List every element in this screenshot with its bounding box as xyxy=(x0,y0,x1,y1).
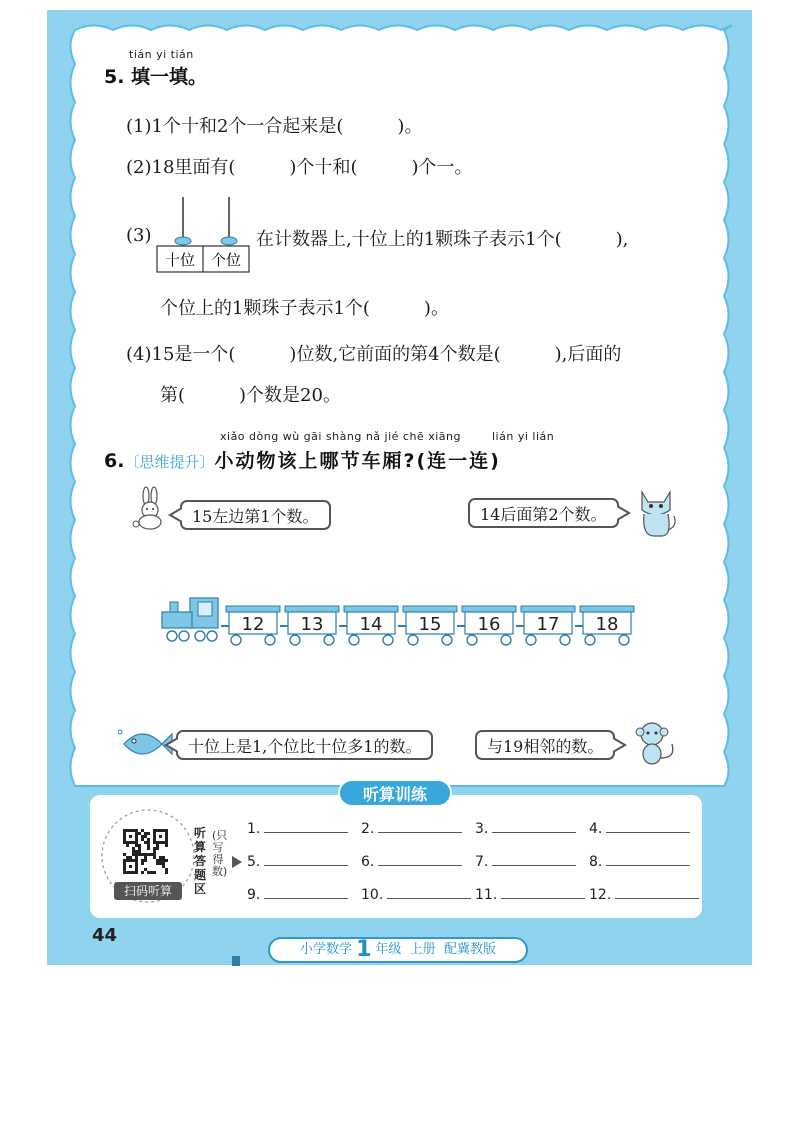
q5-item-3-prefix: (3) xyxy=(126,225,152,246)
answer-slot-label: 8. xyxy=(589,854,603,870)
answer-slot-label: 1. xyxy=(247,821,261,837)
answer-slot-label: 12. xyxy=(589,887,612,903)
answer-blank[interactable] xyxy=(606,851,690,866)
answer-slot-label: 7. xyxy=(475,854,489,870)
q6-pinyin-main: xiǎo dòng wù gāi shàng nǎ jié chē xiāng xyxy=(220,430,461,443)
answer-slot[interactable] xyxy=(475,884,585,903)
answer-slot[interactable] xyxy=(589,818,690,837)
q6-pinyin-sub: lián yi lián xyxy=(492,430,555,443)
answer-blank[interactable] xyxy=(264,884,348,899)
q6-title: 小动物该上哪节车厢?(连一连) xyxy=(214,450,501,472)
train-wheel xyxy=(195,631,205,641)
q5-item-3-line-2: 个位上的1颗珠子表示1个( )。 xyxy=(160,298,449,319)
q5-item-1: (1)1个十和2个一合起来是( )。 xyxy=(126,116,423,137)
abacus-ones-label: 个位 xyxy=(210,251,242,269)
listening-title: 听算训练 xyxy=(338,779,452,807)
train-wheel xyxy=(408,635,418,645)
train-wheel xyxy=(383,635,393,645)
answer-slot[interactable] xyxy=(247,884,348,903)
bubble-fish-text: 十位上是1,个位比十位多1的数。 xyxy=(188,737,422,756)
train-wheel xyxy=(526,635,536,645)
train-wheel xyxy=(349,635,359,645)
train-car-roof xyxy=(462,606,516,612)
answer-slot[interactable] xyxy=(589,851,690,870)
q5-pinyin: tián yi tián xyxy=(129,48,194,61)
answer-slot[interactable] xyxy=(247,818,348,837)
footer-marker xyxy=(232,956,240,966)
qr-caption: 扫码听算 xyxy=(123,884,173,898)
answer-slot-label: 5. xyxy=(247,854,261,870)
book-footer xyxy=(268,937,528,963)
train-car-roof xyxy=(580,606,634,612)
train-wheel xyxy=(231,635,241,645)
train-car-roof xyxy=(521,606,575,612)
train-car-number: 18 xyxy=(595,614,619,635)
answer-zone-label: 听算答题区 xyxy=(193,826,206,896)
bubble-rabbit-text: 15左边第1个数。 xyxy=(192,507,319,526)
footer-grade-num: 1 xyxy=(356,937,372,962)
answer-slot[interactable] xyxy=(361,851,462,870)
train-wheel xyxy=(585,635,595,645)
answer-blank[interactable] xyxy=(492,851,576,866)
answer-blank[interactable] xyxy=(387,884,471,899)
answer-slot-label: 11. xyxy=(475,887,498,903)
footer-edition: 配冀教版 xyxy=(443,942,496,957)
triangle-right-icon xyxy=(232,856,242,868)
train-wheel xyxy=(442,635,452,645)
bubble-fish xyxy=(176,730,433,760)
answer-blank[interactable] xyxy=(615,884,699,899)
bubble-cat-text: 14后面第2个数。 xyxy=(480,505,607,524)
bubble-monkey-text: 与19相邻的数。 xyxy=(487,737,604,756)
answer-zone-note: (只写得数) xyxy=(212,829,228,878)
train-wheel xyxy=(207,631,217,641)
train-car-roof xyxy=(403,606,457,612)
answer-blank[interactable] xyxy=(264,851,348,866)
train-car-number: 14 xyxy=(359,614,383,635)
abacus-diagram xyxy=(155,195,251,277)
answer-slot[interactable] xyxy=(475,851,576,870)
bubble-pointer-icon xyxy=(168,507,182,523)
train-wheel xyxy=(324,635,334,645)
q5-item-2: (2)18里面有( )个十和( )个一。 xyxy=(126,157,473,178)
bubble-pointer-icon xyxy=(613,737,627,753)
bubble-cat xyxy=(468,498,619,528)
train-car-roof xyxy=(226,606,280,612)
footer-grade: 年级 xyxy=(375,942,402,957)
abacus-tens-label: 十位 xyxy=(164,251,196,269)
train-wheel xyxy=(619,635,629,645)
train-car-roof xyxy=(344,606,398,612)
train-car-number: 13 xyxy=(300,614,324,635)
answer-blank[interactable] xyxy=(378,851,462,866)
answer-slot-label: 6. xyxy=(361,854,375,870)
train-car-roof xyxy=(285,606,339,612)
q5-item-3-line-1: 在计数器上,十位上的1颗珠子表示1个( ), xyxy=(256,229,629,250)
answer-slot-label: 2. xyxy=(361,821,375,837)
answer-slot-label: 3. xyxy=(475,821,489,837)
answer-slot-label: 9. xyxy=(247,887,261,903)
footer-volume: 上册 xyxy=(409,942,436,957)
train-wheel xyxy=(179,631,189,641)
answer-slot[interactable] xyxy=(475,818,576,837)
cat-icon xyxy=(632,486,680,538)
answer-blank[interactable] xyxy=(264,818,348,833)
q5-item-4-line-2: 第( )个数是20。 xyxy=(160,385,341,406)
train-car-number: 17 xyxy=(536,614,560,635)
answer-slot-label: 4. xyxy=(589,821,603,837)
train-wheel xyxy=(501,635,511,645)
train-car-number: 16 xyxy=(477,614,501,635)
train-wheel xyxy=(167,631,177,641)
bubble-monkey xyxy=(475,730,615,760)
page-number: 44 xyxy=(92,925,118,946)
train-wheel xyxy=(560,635,570,645)
train-wheel xyxy=(290,635,300,645)
train-wheel xyxy=(265,635,275,645)
answer-blank[interactable] xyxy=(501,884,585,899)
q6-heading xyxy=(104,446,501,473)
qr-code-icon[interactable] xyxy=(100,808,196,910)
footer-subject: 小学数学 xyxy=(300,942,353,957)
monkey-icon xyxy=(630,718,680,768)
train-car-number: 12 xyxy=(241,614,265,635)
train-engine-window xyxy=(198,602,212,616)
answer-blank[interactable] xyxy=(492,818,576,833)
answer-slot-label: 10. xyxy=(361,887,384,903)
answer-slot[interactable] xyxy=(361,884,471,903)
answer-slot[interactable] xyxy=(247,851,348,870)
train-car-number: 15 xyxy=(418,614,442,635)
answer-slot[interactable] xyxy=(589,884,699,903)
answer-blank[interactable] xyxy=(378,818,462,833)
bubble-rabbit xyxy=(180,500,331,530)
train-wheel xyxy=(467,635,477,645)
q6-number: 6. xyxy=(104,450,125,472)
train-engine-chimney xyxy=(170,602,178,612)
bubble-pointer-icon xyxy=(164,737,178,753)
train-engine-body xyxy=(162,612,192,628)
train-diagram xyxy=(160,590,640,650)
answer-blank[interactable] xyxy=(606,818,690,833)
answer-slot[interactable] xyxy=(361,818,462,837)
q5-item-4-line-1: (4)15是一个( )位数,它前面的第4个数是( ),后面的 xyxy=(126,344,622,365)
q5-title: 5. 填一填。 xyxy=(104,66,208,88)
bubble-pointer-icon xyxy=(617,505,631,521)
q6-tag: 〔思维提升〕 xyxy=(124,453,215,471)
